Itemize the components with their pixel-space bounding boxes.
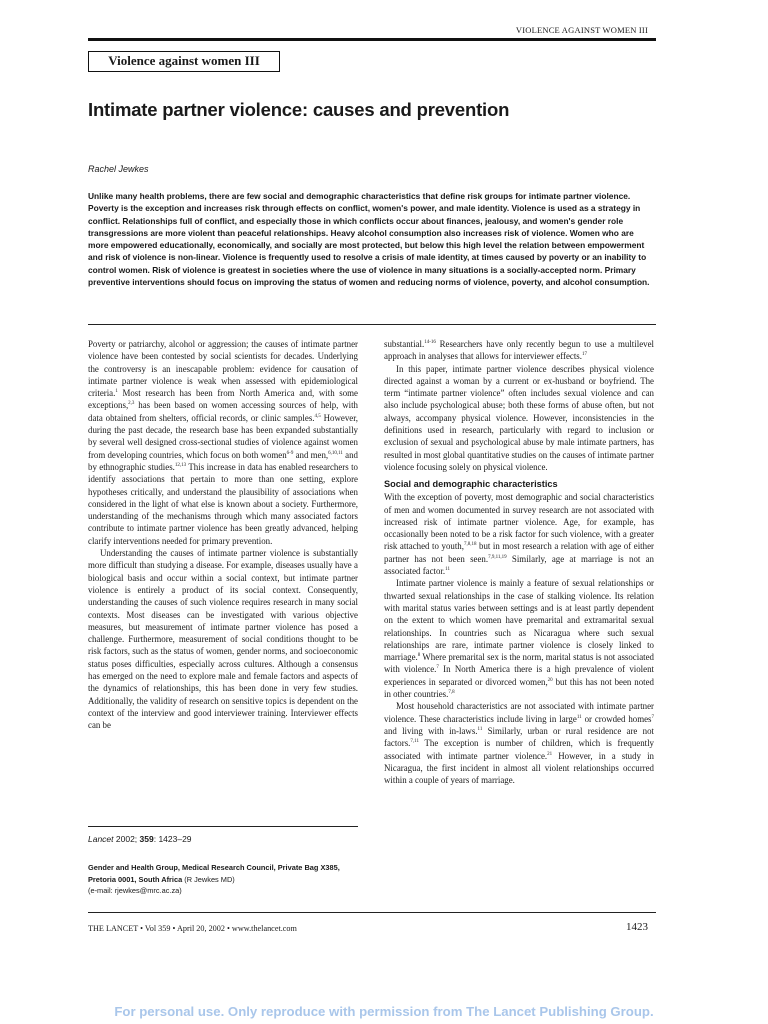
body-paragraph: Understanding the causes of intimate partner violence is substantially more difficult than studying a disease. For example, diseases usually have a biological basis and occur within a social context, but intimate partner violence is entirely a product of its social context. Consequently, understanding the causes of such violence requires research in many social contexts. Most diseases can be investigated with various objective measures, but measurement of intimate partner violence has posed a challenge. Furthermore, measurement of social conditions thought to be risk factors, such as the status of women, gender norms, and socioeconomic status poses difficulties, especially across cultures. Although a consensus has emerged on the need to explore male and female factors and aspects of the dynamics of relationships, this has been done in very few studies. Additionally, the validity of research on sensitive topics is dependent on the context of the interview and good interviewer training. Interviewer effects can be bbox=[88, 548, 358, 731]
reference-marker: 7,8,18 bbox=[463, 542, 477, 548]
abstract: Unlike many health problems, there are few social and demographic characteristics that define risk groups for intimate partner violence. Poverty is the exception and increases risk through effects on conflict, women's power, and male identity. Violence is used as a strategy in conflict. Relationships full of conflict, and especially those in which conflicts occur about finances, jealousy, and women's gender role transgressions are more violent than peaceful relationships. Heavy alcohol consumption also increases risk of violence. Women who are more empowered educationally, economically, and socially are most protected, but below this high level the relation between empowerment and risk of violence is non-linear. Violence is frequently used to resolve a crisis of male identity, at times caused by poverty or an inability to control women. Risk of violence is greatest in societies where the use of violence in many situations is a socially-accepted norm. Primary preventive interventions should focus on improving the status of women and reducing norms of violence, poverty, and alcohol consumption. bbox=[88, 191, 650, 288]
reference-marker: 7 bbox=[651, 714, 654, 720]
permission-notice: For personal use. Only reproduce with permission from The Lancet Publishing Group. bbox=[114, 1004, 654, 1019]
reference-marker: 1 bbox=[115, 389, 118, 395]
section-label: Violence against women III bbox=[88, 51, 280, 72]
reference-marker: 21 bbox=[547, 751, 553, 757]
author-name: Rachel Jewkes bbox=[88, 164, 149, 174]
left-column bbox=[88, 338, 358, 732]
top-rule bbox=[88, 38, 656, 41]
body-paragraph: substantial.$^{14-16}$ Researchers have only recently begun to use a multilevel approach in analyses that allows for interviewer effects.$^{17}$ bbox=[384, 339, 654, 362]
section-heading: Social and demographic characteristics bbox=[384, 479, 558, 490]
citation: Lancet 2002; 359: 1423–29 bbox=[88, 834, 192, 844]
reference-marker: 7,8 bbox=[448, 690, 455, 696]
right-column bbox=[384, 338, 654, 786]
affiliation-person: (R Jewkes MD) bbox=[182, 874, 235, 884]
reference-marker: 11 bbox=[445, 567, 450, 573]
body-paragraph: With the exception of poverty, most demographic and social characteristics of men and women documented in survey research are not associated with increased risk of intimate partner violence. Age, for example, has occasionally been noted to be a risk factor for such violence, with a greater risk attached to youth,$^{7,8,18}$ but in most research a relation with age of either partner has not been seen.$^{7,9,11,19}$ Similarly, age at marriage is not an associated factor.$^{11}$ bbox=[384, 492, 654, 577]
author-affiliation bbox=[88, 862, 364, 897]
reference-marker: 6,10,11 bbox=[328, 450, 343, 456]
reference-marker: 7,11 bbox=[410, 739, 419, 745]
reference-marker: 7,9,11,19 bbox=[488, 554, 507, 560]
reference-marker: 11 bbox=[576, 714, 582, 720]
running-head: VIOLENCE AGAINST WOMEN III bbox=[515, 25, 648, 35]
body-paragraph: Most household characteristics are not associated with intimate partner violence. These characteristics include living in large$^{11}$ or crowded homes$^7$ and living with in-laws.$^{11}$ Similarly, urban or rural residence are not factors.$^{7,11}$ The exception is number of children, which is frequently associated with intimate partner violence.$^{21}$ However, in a study in Nicaragua, the first incident in almost all violent relationships occurred within a couple of years of marriage. bbox=[384, 701, 654, 786]
author-email: (e-mail: rjewkes@mrc.ac.za) bbox=[88, 886, 182, 895]
body-paragraph: Poverty or patriarchy, alcohol or aggression; the causes of intimate partner violence have been contested by social scientists for decades. Underlying the controversy is an inescapable problem: evidence for causation of intimate partner violence is weak when assessed with epidemiological criteria.$^1$ Most research has been from North America and, with some exceptions,$^{2,3}$ has been based on women accessing sources of help, with data obtained from shelters, official records, or clinic samples.$^{4,5}$ However, during the past decade, the research base has been expanded substantially by several well designed cross-sectional studies of violence against women from developing countries, which focus on both women$^{6-9}$ and men,$^{6,10,11}$ and by ethnographic studies.$^{12,13}$ This increase in data has enabled researchers to identify associations that pertain to more than one setting, explore hypotheses critically, and understand the plausibility of associations when considered in the light of what else is known about a society. Furthermore, understanding of the mechanisms through which many associated factors contribute to intimate partner violence has been greatly advanced, helping clarify interventions needed for primary prevention. bbox=[88, 339, 359, 546]
article-title: Intimate partner violence: causes and prevention bbox=[88, 99, 510, 120]
reference-marker: 4,5 bbox=[314, 413, 321, 419]
reference-marker: 14-16 bbox=[424, 340, 436, 346]
page-number: 1423 bbox=[626, 921, 648, 933]
body-paragraph: In this paper, intimate partner violence describes physical violence directed against a woman by a current or ex-husband or boyfriend. The term “intimate partner violence” often includes sexual violence and can also include psychological abuse; both these forms of abuse often, but not always, accompany physical violence. However, inconsistencies in the definitions used in research, particularly with regard to inclusion or exclusion of sexual and psychological abuse by male intimate partners, has resulted in most global quantitative studies on the causes of intimate partner violence focusing solely on physical violence. bbox=[384, 363, 654, 472]
journal-footer: THE LANCET • Vol 359 • April 20, 2002 • www.thelancet.com bbox=[88, 924, 297, 933]
reference-marker: 6-9 bbox=[286, 450, 294, 456]
reference-marker: 17 bbox=[581, 352, 587, 358]
footnote-divider bbox=[88, 826, 358, 827]
reference-marker: 11 bbox=[477, 726, 483, 732]
affiliation-address: Gender and Health Group, Medical Research Council, Private Bag X385, Pretoria 0001, South Africa bbox=[88, 863, 340, 884]
reference-marker: 8 bbox=[417, 653, 421, 659]
footer-rule bbox=[88, 912, 656, 913]
reference-marker: 2,3 bbox=[128, 401, 135, 407]
reference-marker: 12,13 bbox=[174, 463, 187, 468]
body-paragraph: Intimate partner violence is mainly a feature of sexual relationships or thwarted sexual relationships in the case of stalking violence. Its relation with marital status varies between settings and is at least partly dependent on the extent to which women have premarital and extramarital sexual relationships. In countries such as Nicaragua where such sexual relationships are rare, intimate partner violence is closely linked to marriage.$^8$ Where premarital sex is the norm, marital status is not associated with violence.$^7$ In North America there is a high prevalence of violent experiences in separated or divorced women,$^{20}$ but this has not been noted in other countries.$^{7,8}$ bbox=[384, 578, 654, 700]
abstract-divider bbox=[88, 324, 656, 325]
reference-marker: 7 bbox=[436, 665, 439, 671]
reference-marker: 20 bbox=[547, 677, 553, 683]
